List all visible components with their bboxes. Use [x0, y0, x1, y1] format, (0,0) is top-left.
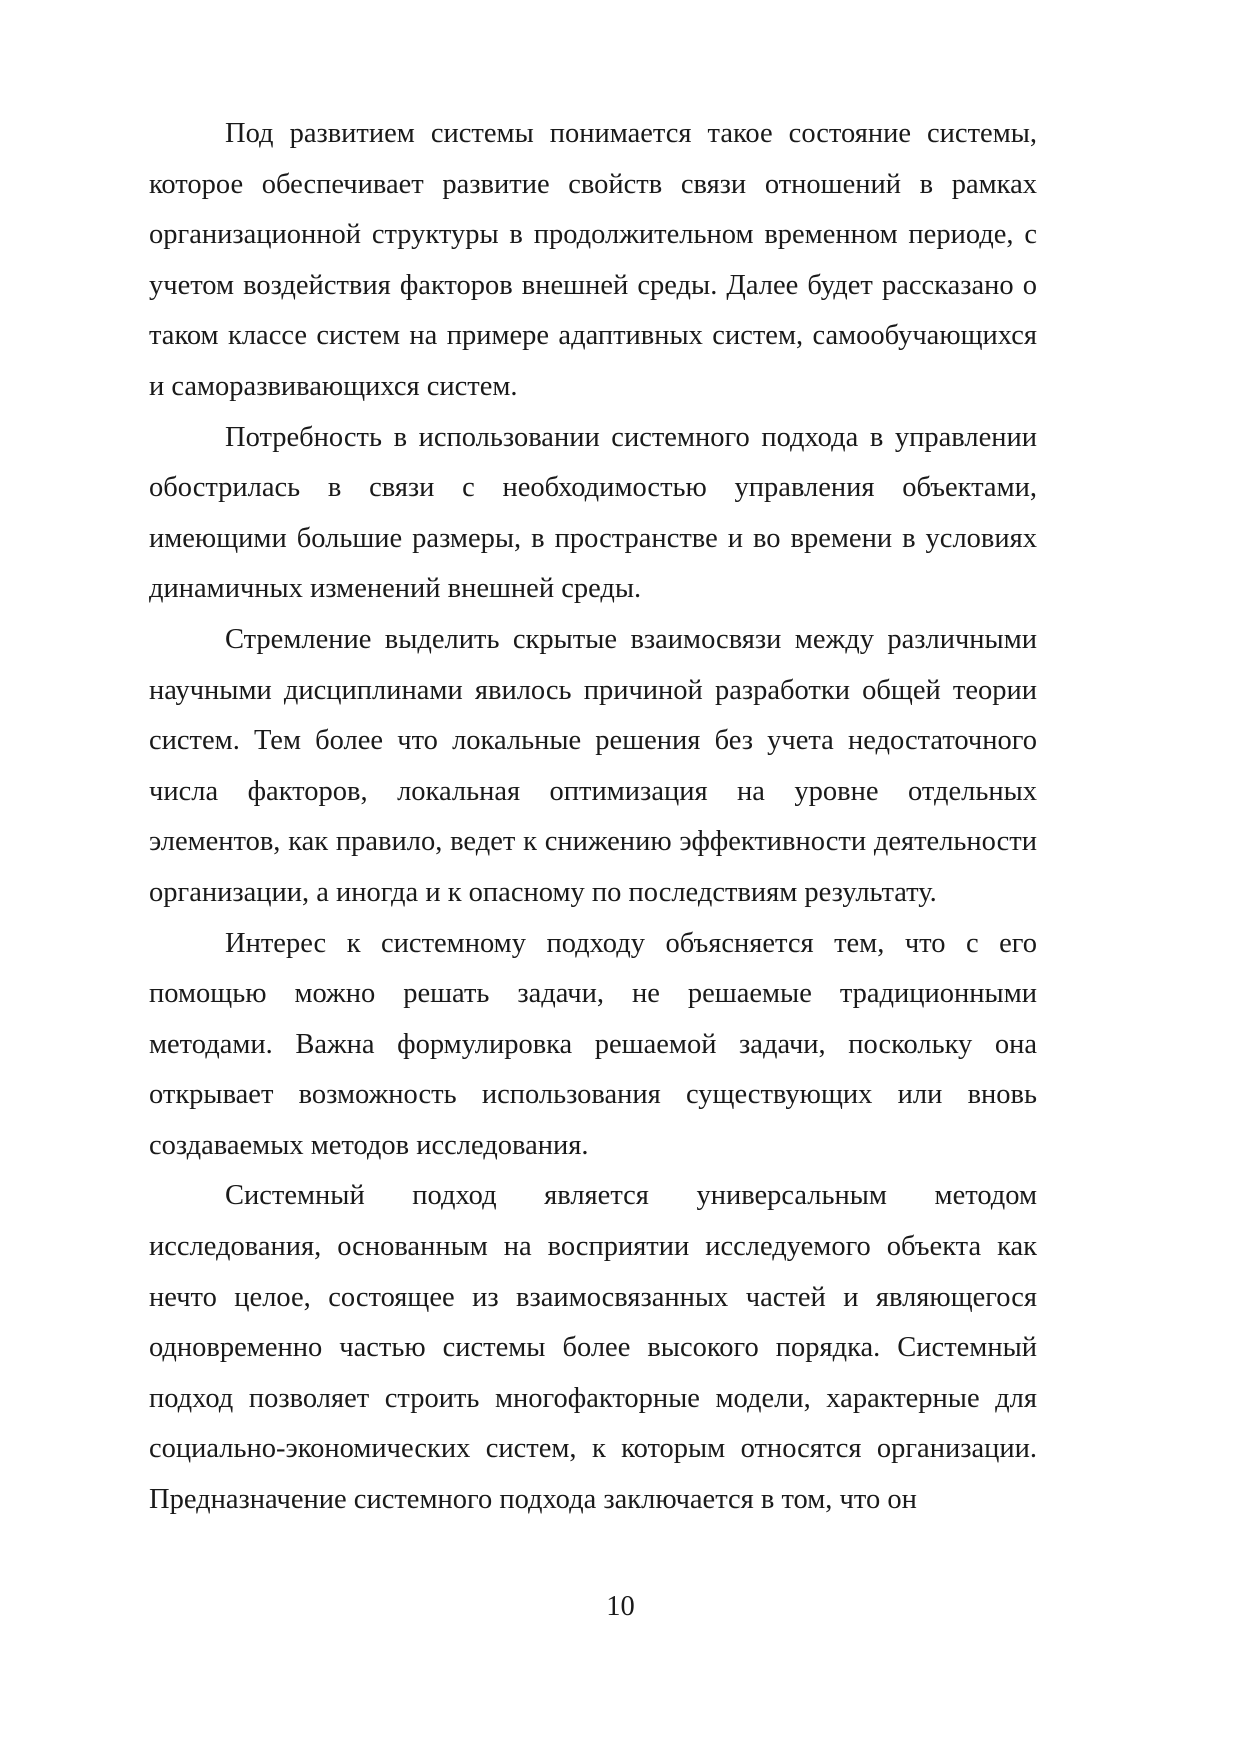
paragraph-2: Потребность в использовании системного подхода в управлении обострилась в связи с необходимостью управления объектами, имеющими большие размеры, в пространстве и во времени в условиях динамичных изменений внешней среды.: [149, 421, 1037, 605]
text-body: [149, 109, 1037, 1526]
paragraph-4: Интерес к системному подходу объясняется тем, что с его помощью можно решать задачи, не решаемые традиционными методами. Важна формулировка решаемой задачи, поскольку она открывает возможность использования существующих или вновь создаваемых методов исследования.: [149, 927, 1037, 1161]
paragraph-1: Под развитием системы понимается такое состояние системы, которое обеспечивает развитие свойств связи отношений в рамках организационной структуры в продолжительном временном периоде, с учетом воздействия факторов внешней среды. Далее будет рассказано о таком классе систем на примере адаптивных систем, самообучающихся и саморазвивающихся систем.: [149, 118, 1037, 402]
paragraph-3: Стремление выделить скрытые взаимосвязи между различными научными дисциплинами явилось причиной разработки общей теории систем. Тем более что локальные решения без учета недостаточного числа факторов, локальная оптимизация на уровне отдельных элементов, как правило, ведет к снижению эффективности деятельности организации, а иногда и к опасному по последствиям результату.: [149, 623, 1037, 908]
paragraph-5: Системный подход является универсальным методом исследования, основанным на восприятии исследуемого объекта как нечто целое, состоящее из взаимосвязанных частей и являющегося одновременно частью системы более высокого порядка. Системный подход позволяет строить многофакторные модели, характерные для социально-экономических систем, к которым относятся организации. Предназначение системного подхода заключается в том, что он: [149, 1180, 1037, 1516]
page-number: 10: [606, 1591, 635, 1622]
